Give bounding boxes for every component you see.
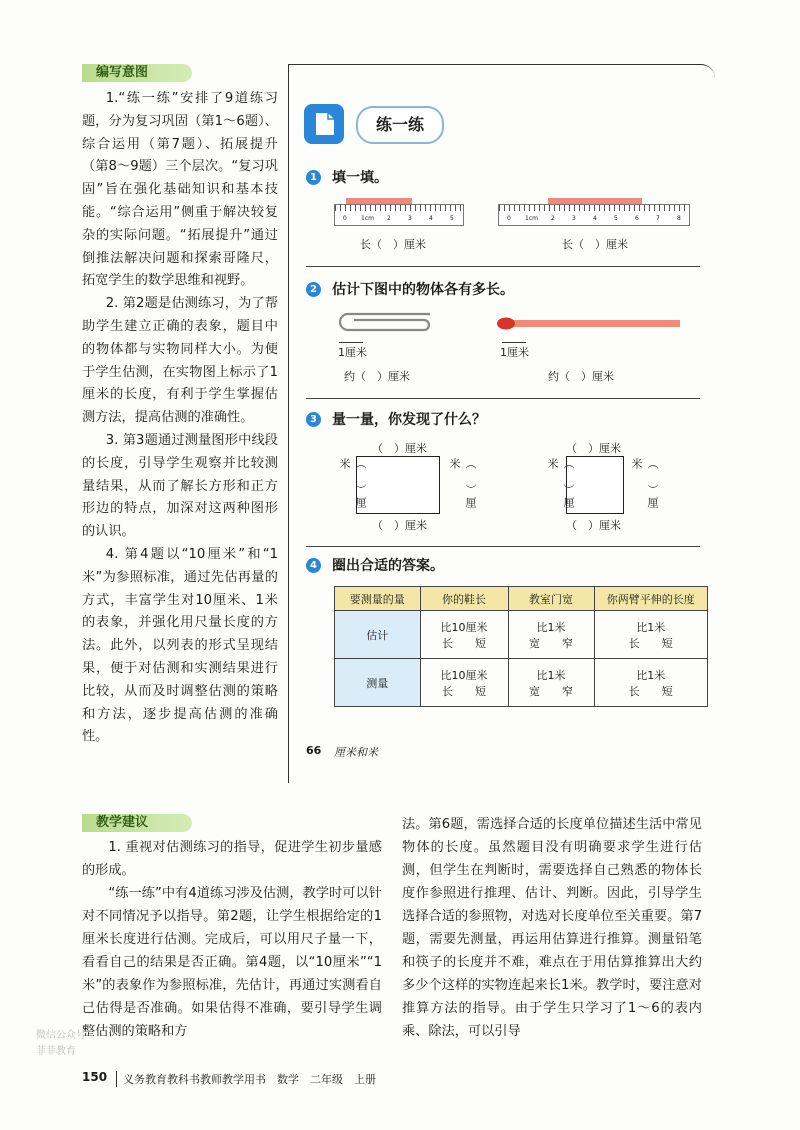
- q2-answer-a: 约（ ）厘米: [344, 370, 410, 383]
- panel-page-number: 66: [306, 744, 322, 757]
- cell-choices: 宽 窄: [529, 636, 574, 650]
- q2-unit-a: 1厘米: [338, 346, 367, 359]
- ruler-b: [498, 204, 690, 226]
- unit-marker-b: [502, 342, 526, 343]
- rect-bottom-label: （ ）厘米: [372, 519, 427, 532]
- table-row: [335, 611, 708, 659]
- cell-line: 比1米: [536, 620, 566, 634]
- sidebar-paragraph-1: 1.“练一练”安排了9道练习题，分为复习巩固（第1～6题）、综合运用（第7题）、拓展提升（第8～9题）三个层次。“复习巩固”旨在强化基础知识和基本技能。“综合运用”侧重于解决较复杂的实际问题。“拓展提升”通过倒推法解决问题和探索哥隆尺，拓宽学生的数学思维和视野。: [82, 91, 278, 289]
- ruler-a-tick: 5: [450, 215, 454, 222]
- rectangle-shape: [356, 456, 440, 514]
- cell-line: 比10厘米: [440, 620, 488, 634]
- question-number-4: 4: [306, 558, 321, 573]
- bottom-paragraph-2: “练一练”中有4道练习涉及估测，教学时可以针对不同情况予以指导。第2题，让学生根据给定的1厘米长度进行估测。完成后，可以用尺子量一下，看看自己的结果是否正确。第4题，以“10厘米”“1米”的表象作为参照标准，先估计，再通过实测看自己估得是否准确。如果估得不准确，要引导学生调整估测的策略和方: [82, 886, 382, 1039]
- ruler-b-tick: 7: [656, 215, 660, 222]
- row-label: 测量: [335, 659, 421, 707]
- cell-choices: 宽 窄: [529, 684, 574, 698]
- table-header-cell: 教室门宽: [508, 587, 594, 611]
- table-cell[interactable]: [420, 659, 508, 707]
- table-cell[interactable]: [508, 659, 594, 707]
- panel-page-title: 厘米和米: [334, 746, 378, 759]
- cell-choices: 长 短: [628, 684, 673, 698]
- estimate-table: [334, 586, 708, 707]
- q2-answer-b: 约（ ）厘米: [548, 370, 614, 383]
- divider-3: [306, 546, 700, 547]
- table-cell[interactable]: [594, 611, 707, 659]
- square-left-label: （ ）厘米: [546, 458, 575, 510]
- ruler-b-tick: 3: [572, 215, 576, 222]
- square-top-label: （ ）厘米: [566, 442, 621, 455]
- table-header-cell: 你的鞋长: [420, 587, 508, 611]
- sidebar-paragraph-4: 4. 第4题以“10厘米”和“1米”为参照标准，通过先估再量的方式，丰富学生对10厘米、1米的表象，并强化用尺量长度的方法。此外，以列表的形式呈现结果，便于对估测和实测结果进行比较，从而及时调整估测的策略和方法，逐步提高估测的准确性。: [82, 546, 278, 745]
- ruler-a-tick: 3: [408, 215, 412, 222]
- cell-line: 比1米: [636, 668, 666, 682]
- bottom-right-text: [402, 813, 702, 1043]
- table-header-cell: 你两臂平伸的长度: [594, 587, 707, 611]
- question-number-1: 1: [306, 170, 321, 185]
- watermark: [36, 1028, 86, 1060]
- cell-choices: 长 短: [442, 636, 487, 650]
- ruler-a-tick: 2: [387, 215, 391, 222]
- footer-page-number: 150: [82, 1070, 108, 1084]
- table-cell[interactable]: [420, 611, 508, 659]
- row-label: 估计: [335, 611, 421, 659]
- q1-label-b: 长（ ）厘米: [562, 238, 628, 251]
- rect-top-label: （ ）厘米: [372, 442, 427, 455]
- ruler-a-tick: 1cm: [361, 215, 374, 222]
- ruler-a-tick: 4: [429, 215, 433, 222]
- bottom-paragraph-3: 法。第6题，需选择合适的长度单位描述生活中常见物体的长度。虽然题目没有明确要求学生进行估测，但学生在判断时，需要选择自己熟悉的物体长度作参照进行推理、估计、判断。因此，引导学生选择合适的参照物，对选对长度单位至关重要。第7题，需要先测量，再运用估算进行推算。测量铅笔和筷子的长度并不难，难点在于用估算推算出大约多少个这样的实物连起来长1米。教学时，要注意对推算方法的指导。由于学生只学习了1～6的表内乘、除法，可以引导: [402, 817, 702, 1039]
- question-number-2: 2: [306, 282, 321, 297]
- cell-line: 比1米: [636, 620, 666, 634]
- cell-line: 比10厘米: [440, 668, 488, 682]
- question-1-text: 填一填。: [332, 170, 388, 186]
- question-3-text: 量一量，你发现了什么？: [332, 412, 486, 428]
- watermark-line-1: 微信公众号: [36, 1030, 86, 1041]
- question-2-text: 估计下图中的物体各有多长。: [332, 282, 514, 298]
- rect-left-label: （ ）厘米: [338, 458, 367, 510]
- divider-2: [306, 398, 700, 399]
- question-number-3: 3: [306, 412, 321, 427]
- ruler-a-tick: 0: [343, 215, 347, 222]
- ruler-b-tick: 6: [635, 215, 639, 222]
- ruler-a: [334, 204, 464, 226]
- square-right-label: （ ）厘米: [630, 458, 659, 510]
- panel-title: 练一练: [356, 106, 444, 144]
- table-row: [335, 659, 708, 707]
- bottom-header: 教学建议: [82, 814, 192, 832]
- sidebar-header: 编写意图: [82, 64, 192, 82]
- cell-line: 比1米: [536, 668, 566, 682]
- cell-choices: 长 短: [628, 636, 673, 650]
- ruler-b-tick: 1cm: [525, 215, 538, 222]
- table-cell[interactable]: [594, 659, 707, 707]
- notebook-icon: [304, 104, 344, 144]
- ruler-b-tick: 8: [677, 215, 681, 222]
- paperclip-image: [334, 306, 434, 346]
- sidebar-paragraph-3: 3. 第3题通过测量图形中线段的长度，引导学生观察并比较测量结果，从而了解长方形和正方形边的特点，加深对这两种图形的认识。: [82, 432, 278, 540]
- bottom-paragraph-1: 1. 重视对估测练习的指导，促进学生初步量感的形成。: [82, 840, 382, 878]
- unit-marker-a: [339, 342, 363, 343]
- table-header-row: [335, 587, 708, 611]
- square-bottom-label: （ ）厘米: [566, 519, 621, 532]
- divider-1: [306, 266, 700, 267]
- ruler-b-tick: 4: [593, 215, 597, 222]
- table-cell[interactable]: [508, 611, 594, 659]
- question-4-text: 圈出合适的答案。: [332, 558, 444, 574]
- sidebar-paragraph-2: 2. 第2题是估测练习，为了帮助学生建立正确的表象，题目中的物体都与实物同样大小。为便于学生估测，在实物图上标示了1厘米的长度，有利于学生掌握估测方法，提高估测的准确性。: [82, 296, 278, 426]
- q1-label-a: 长（ ）厘米: [360, 238, 426, 251]
- sidebar-text: [82, 88, 278, 749]
- q2-unit-b: 1厘米: [500, 346, 529, 359]
- watermark-line-2: 菲菲教育: [36, 1046, 76, 1057]
- ruler-b-tick: 2: [551, 215, 555, 222]
- ruler-b-tick: 0: [507, 215, 511, 222]
- bottom-left-text: [82, 836, 382, 1043]
- rect-right-label: （ ）厘米: [448, 458, 477, 510]
- footer-book-title: 义务教育教科书教师教学用书 数学 二年级 上册: [116, 1071, 376, 1087]
- ruler-b-tick: 5: [614, 215, 618, 222]
- table-header-cell: 要测量的量: [335, 587, 421, 611]
- cell-choices: 长 短: [442, 684, 487, 698]
- matchstick-image: [494, 316, 684, 336]
